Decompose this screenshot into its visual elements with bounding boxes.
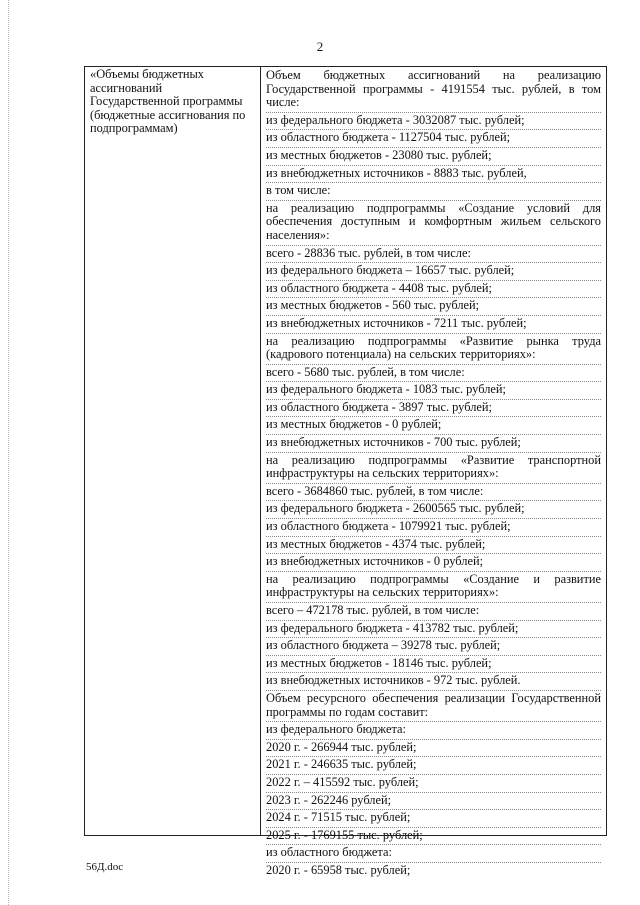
- table-row: из федерального бюджета - 3032087 тыс. рублей;: [266, 113, 601, 131]
- table-row: из внебюджетных источников - 700 тыс. рублей;: [266, 435, 601, 453]
- table-row: на реализацию подпрограммы «Создание условий для обеспечения доступным и комфортным жильем сельского населения»:: [266, 201, 601, 246]
- table-row: всего - 28836 тыс. рублей, в том числе:: [266, 246, 601, 264]
- table-row: из федерального бюджета - 1083 тыс. рублей;: [266, 382, 601, 400]
- table-row: 2021 г. - 246635 тыс. рублей;: [266, 757, 601, 775]
- table-row: на реализацию подпрограммы «Развитие транспортной инфраструктуры на сельских территориях»:: [266, 453, 601, 484]
- table-row: 2020 г. - 65958 тыс. рублей;: [266, 862, 411, 877]
- table-row: из федерального бюджета:: [266, 722, 601, 740]
- table-row: из местных бюджетов - 560 тыс. рублей;: [266, 298, 601, 316]
- table-row: 2020 г. - 266944 тыс. рублей;: [266, 740, 601, 758]
- table-row: всего - 5680 тыс. рублей, в том числе:: [266, 365, 601, 383]
- left-cell-heading: «Объемы бюджетных ассигнований Государственной программы (бюджетные ассигнования по подпрограммам): [90, 67, 246, 136]
- table-row: Объем ресурсного обеспечения реализации Государственной программы по годам составит:: [266, 691, 601, 722]
- scan-margin-line: [8, 0, 10, 905]
- table-row: из местных бюджетов - 0 рублей;: [266, 417, 601, 435]
- table-row: 2025 г. - 1769155 тыс. рублей;: [266, 828, 601, 846]
- right-cell: [266, 68, 601, 880]
- table-row: на реализацию подпрограммы «Создание и развитие инфраструктуры на сельских территориях»:: [266, 572, 601, 603]
- table-row: из местных бюджетов - 23080 тыс. рублей;: [266, 148, 601, 166]
- table-row: из федерального бюджета – 16657 тыс. рублей;: [266, 263, 601, 281]
- table-row: из федерального бюджета - 413782 тыс. рублей;: [266, 621, 601, 639]
- table-row: из внебюджетных источников - 8883 тыс. рублей,: [266, 166, 601, 184]
- footer-filename: 56Д.doc: [86, 861, 124, 873]
- table-row: из областного бюджета - 3897 тыс. рублей;: [266, 400, 601, 418]
- table-row: 2022 г. – 415592 тыс. рублей;: [266, 775, 601, 793]
- column-divider: [260, 67, 261, 835]
- table-row: 2023 г. - 262246 рублей;: [266, 793, 601, 811]
- table-row: всего – 472178 тыс. рублей, в том числе:: [266, 603, 601, 621]
- table-row: из местных бюджетов - 4374 тыс. рублей;: [266, 537, 601, 555]
- table-row: в том числе:: [266, 183, 601, 201]
- table-row: всего - 3684860 тыс. рублей, в том числе:: [266, 484, 601, 502]
- table-row: из внебюджетных источников - 972 тыс. рублей.: [266, 673, 601, 691]
- table-row: из внебюджетных источников - 0 рублей;: [266, 554, 601, 572]
- table-row: из федерального бюджета - 2600565 тыс. рублей;: [266, 501, 601, 519]
- table-row: из областного бюджета - 1127504 тыс. рублей;: [266, 130, 601, 148]
- table-row: на реализацию подпрограммы «Развитие рынка труда (кадрового потенциала) на сельских территориях»:: [266, 334, 601, 365]
- table-row: из областного бюджета - 1079921 тыс. рублей;: [266, 519, 601, 537]
- table-row: из местных бюджетов - 18146 тыс. рублей;: [266, 656, 601, 674]
- table-row: из областного бюджета – 39278 тыс. рублей;: [266, 638, 601, 656]
- table-row: 2024 г. - 71515 тыс. рублей;: [266, 810, 601, 828]
- table-row: из областного бюджета - 4408 тыс. рублей;: [266, 281, 601, 299]
- page-number: 2: [316, 39, 324, 54]
- table-row: из областного бюджета:: [266, 845, 601, 863]
- table-row: Объем бюджетных ассигнований на реализацию Государственной программы - 4191554 тыс. рублей, в том числе:: [266, 68, 601, 113]
- table-row: из внебюджетных источников - 7211 тыс. рублей;: [266, 316, 601, 334]
